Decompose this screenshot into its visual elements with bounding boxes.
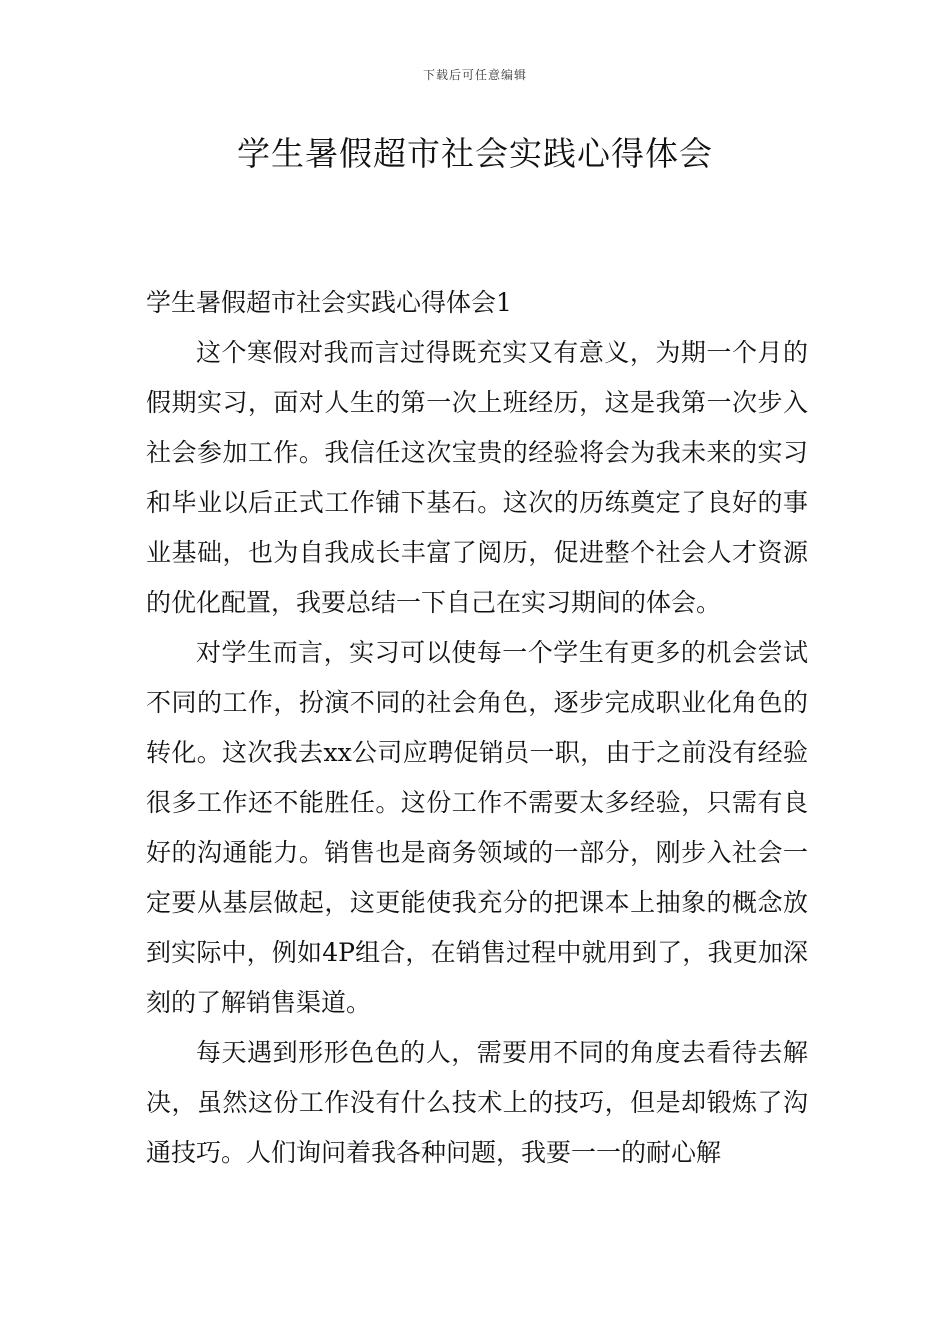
section-heading: 学生暑假超市社会实践心得体会1: [146, 288, 512, 317]
header-note: 下载后可任意编辑: [422, 68, 527, 82]
paragraph-1: 这个寒假对我而言过得既充实又有意义，为期一个月的假期实习，面对人生的第一次上班经历，这是我第一次步入社会参加工作。我信任这次宝贵的经验将会为我未来的实习和毕业以后正式工作铺下基石。这次的历练奠定了良好的事业基础，也为自我成长丰富了阅历，促进整个社会人才资源的优化配置，我要总结一下自己在实习期间的体会。: [146, 338, 808, 617]
document-title: 学生暑假超市社会实践心得体会: [237, 134, 713, 173]
document-body: [146, 278, 808, 1178]
paragraph-2: 对学生而言，实习可以使每一个学生有更多的机会尝试不同的工作，扮演不同的社会角色，逐步完成职业化角色的转化。这次我去xx公司应聘促销员一职，由于之前没有经验很多工作还不能胜任。这份工作不需要太多经验，只需有良好的沟通能力。销售也是商务领域的一部分，刚步入社会一定要从基层做起，这更能使我充分的把课本上抽象的概念放到实际中，例如4P组合，在销售过程中就用到了，我更加深刻的了解销售渠道。: [146, 638, 808, 1017]
paragraph-3: 每天遇到形形色色的人，需要用不同的角度去看待去解决，虽然这份工作没有什么技术上的技巧，但是却锻炼了沟通技巧。人们询问着我各种问题，我要一一的耐心解: [146, 1038, 808, 1167]
